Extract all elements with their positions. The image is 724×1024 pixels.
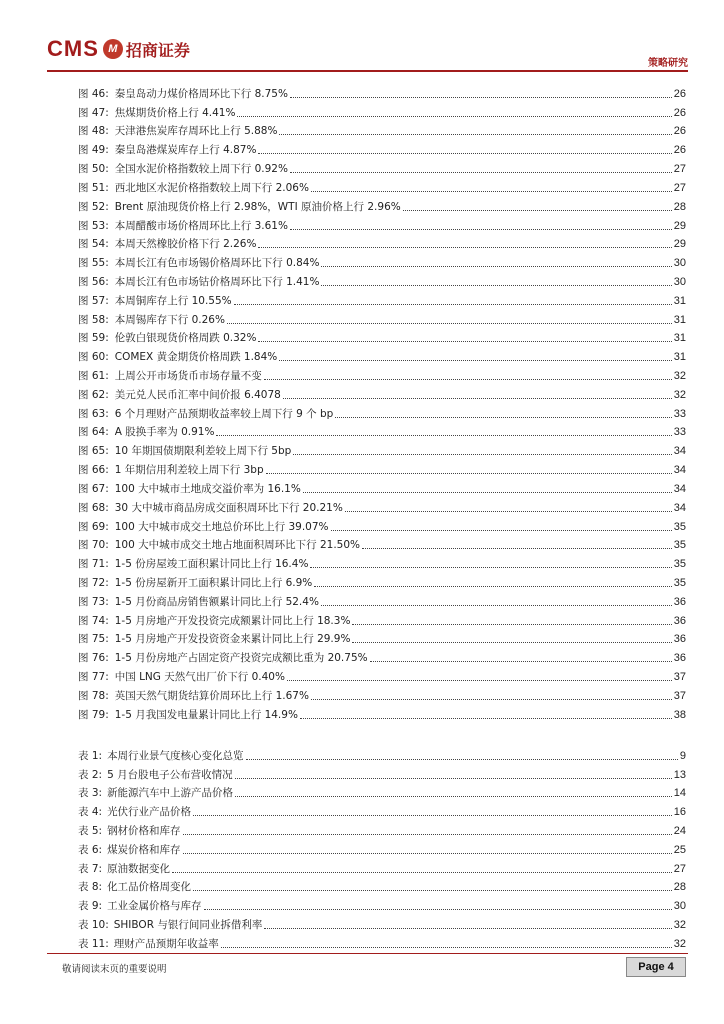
entry-label: 表 6: [78,843,103,856]
entry-title: 本周行业景气度核心变化总览 [107,749,244,762]
entry-label: 图 65: [78,445,109,458]
entry-title: 英国天然气期货结算价周环比上行 1.67% [114,689,309,702]
table-entry[interactable] [78,782,686,801]
entry-page-number: 26 [673,144,686,157]
figure-entry[interactable] [78,364,686,383]
entry-title: 本周醋酸市场价格周环比上行 3.61% [114,219,288,232]
entry-title: 本周锡库存下行 0.26% [114,313,225,326]
entry-label: 图 51: [78,181,109,194]
dot-leader [221,947,672,948]
entry-label: 图 73: [78,595,109,608]
dot-leader [258,247,671,248]
figure-entry[interactable] [78,496,686,515]
entry-label: 图 72: [78,576,109,589]
entry-label: 图 64: [78,426,109,439]
figure-entry[interactable] [78,703,686,722]
dot-leader [266,473,672,474]
entry-page-number: 27 [673,181,686,194]
dot-leader [216,435,671,436]
entry-title: 工业金属价格与库存 [107,900,202,913]
dot-leader [300,718,672,719]
entry-page-number: 36 [673,595,686,608]
entry-title: 1-5 月我国发电量累计同比上行 14.9% [114,708,298,721]
figure-entry[interactable] [78,345,686,364]
entry-title: 焦煤期货价格上行 4.41% [114,106,236,119]
table-index [78,744,686,951]
entry-label: 图 69: [78,520,109,533]
entry-title: 钢材价格和库存 [107,824,181,837]
entry-page-number: 37 [673,689,686,702]
figure-entry[interactable] [78,515,686,534]
figure-entry[interactable] [78,251,686,270]
entry-page-number: 25 [673,843,686,856]
entry-title: 5 月台股电子公布营收情况 [107,768,233,781]
entry-title: 本周天然橡胶价格下行 2.26% [114,238,257,251]
logo-text: CMS [47,36,99,61]
dot-leader [311,699,672,700]
figure-entry[interactable] [78,138,686,157]
entry-label: 表 5: [78,824,103,837]
entry-title: 本周长江有色市场钴价格周环比下行 1.41% [114,275,320,288]
footer-disclaimer: 敬请阅读末页的重要说明 [62,964,167,975]
entry-title: SHIBOR 与银行间同业拆借利率 [113,918,263,931]
dot-leader [303,492,672,493]
figure-entry[interactable] [78,552,686,571]
dot-leader [193,815,672,816]
entry-page-number: 33 [673,407,686,420]
entry-page-number: 26 [673,87,686,100]
dot-leader [335,417,671,418]
entry-page-number: 36 [673,633,686,646]
table-entry[interactable] [78,894,686,913]
entry-page-number: 32 [673,937,686,950]
figure-entry[interactable] [78,327,686,346]
entry-title: 化工品价格周变化 [107,881,192,894]
figure-entry[interactable] [78,157,686,176]
entry-title: 新能源汽车中上游产品价格 [107,787,234,800]
figure-entry[interactable] [78,665,686,684]
page-header [47,36,688,72]
entry-page-number: 27 [673,862,686,875]
entry-label: 表 8: [78,881,103,894]
entry-title: 100 大中城市土地成交溢价率为 16.1% [114,482,301,495]
section-tag: 策略研究 [648,58,688,69]
entry-page-number: 32 [673,388,686,401]
entry-label: 图 62: [78,388,109,401]
dot-leader [204,909,672,910]
dot-leader [235,778,672,779]
entry-page-number: 31 [673,332,686,345]
entry-label: 图 77: [78,671,109,683]
entry-label: 图 74: [78,614,109,627]
entry-page-number: 34 [673,482,686,495]
entry-page-number: 30 [673,275,686,288]
entry-title: 全国水泥价格指数较上周下行 0.92% [114,163,288,176]
entry-label: 图 71: [78,558,109,571]
dot-leader [314,586,672,587]
entry-page-number: 35 [673,558,686,571]
entry-title: 1-5 份房屋新开工面积累计同比上行 6.9% [114,576,313,589]
entry-page-number: 16 [673,806,686,819]
entry-label: 图 76: [78,652,109,665]
company-logo [47,36,190,62]
entry-page-number: 28 [673,200,686,213]
logo-badge-icon: M [103,39,123,59]
figure-entry[interactable] [78,289,686,308]
figure-entry[interactable] [78,195,686,214]
dot-leader [258,341,671,342]
dot-leader [331,530,672,531]
dot-leader [403,210,672,211]
dot-leader [283,398,672,399]
entry-title: 秦皇岛港煤炭库存上行 4.87% [114,144,257,157]
entry-label: 表 10: [78,918,109,931]
table-entry[interactable] [78,744,686,763]
figure-entry[interactable] [78,214,686,233]
entry-label: 图 75: [78,633,109,646]
entry-label: 图 48: [78,125,109,138]
figure-entry[interactable] [78,120,686,139]
dot-leader [264,379,672,380]
figure-entry[interactable] [78,402,686,421]
entry-title: 秦皇岛动力煤价格周环比下行 8.75% [114,87,288,100]
entry-label: 图 57: [78,294,109,307]
dot-leader [321,266,671,267]
entry-page-number: 37 [673,671,686,683]
dot-leader [345,511,672,512]
dot-leader [290,172,672,173]
entry-page-number: 14 [673,787,686,800]
entry-title: 本周长江有色市场锡价格周环比下行 0.84% [114,257,320,270]
table-entry[interactable] [78,913,686,932]
entry-title: 光伏行业产品价格 [107,806,192,819]
entry-page-number: 30 [673,900,686,913]
table-entry[interactable] [78,838,686,857]
dot-leader [193,890,672,891]
entry-page-number: 28 [673,881,686,894]
entry-label: 表 7: [78,862,103,875]
dot-leader [227,323,672,324]
entry-page-number: 29 [673,238,686,251]
entry-title: 美元兑人民币汇率中间价报 6.4078 [114,388,281,401]
entry-page-number: 38 [673,708,686,721]
figure-entry[interactable] [78,308,686,327]
page-number: Page 4 [626,957,686,977]
entry-label: 图 55: [78,257,109,270]
entry-label: 表 2: [78,768,103,781]
entry-label: 表 3: [78,787,103,800]
footer-divider [47,953,688,954]
dot-leader [311,191,672,192]
entry-page-number: 34 [673,464,686,477]
entry-page-number: 36 [673,652,686,665]
entry-page-number: 32 [673,370,686,382]
entry-title: 1-5 月房地产开发投资完成额累计同比上行 18.3% [114,614,351,627]
entry-title: 1-5 月份商品房销售额累计同比上行 52.4% [114,595,319,608]
entry-page-number: 27 [673,163,686,176]
dot-leader [279,134,671,135]
entry-label: 表 11: [78,937,109,950]
entry-page-number: 30 [673,257,686,270]
figure-entry[interactable] [78,439,686,458]
table-entry[interactable] [78,932,686,951]
dot-leader [370,661,672,662]
entry-title: 煤炭价格和库存 [107,843,181,856]
figure-entry[interactable] [78,534,686,553]
table-entry[interactable] [78,876,686,895]
figure-entry[interactable] [78,176,686,195]
entry-page-number: 26 [673,106,686,119]
dot-leader [321,605,672,606]
entry-label: 图 63: [78,407,109,420]
dot-leader [234,304,672,305]
entry-page-number: 9 [679,749,686,762]
entry-title: 伦敦白银现货价格周跌 0.32% [114,332,257,345]
entry-page-number: 34 [673,445,686,458]
dot-leader [287,680,672,681]
entry-page-number: 31 [673,351,686,364]
entry-label: 图 78: [78,689,109,702]
entry-label: 图 79: [78,708,109,721]
entry-page-number: 29 [673,219,686,232]
figure-entry[interactable] [78,646,686,665]
entry-page-number: 32 [673,918,686,931]
entry-title: COMEX 黄金期货价格周跌 1.84% [114,351,278,364]
entry-title: 1 年期信用利差较上周下行 3bp [114,464,264,477]
figure-entry[interactable] [78,270,686,289]
entry-label: 表 4: [78,806,103,819]
dot-leader [237,116,671,117]
entry-label: 图 49: [78,144,109,157]
entry-label: 图 54: [78,238,109,251]
dot-leader [264,928,671,929]
figure-entry[interactable] [78,477,686,496]
dot-leader [258,153,671,154]
logo-chinese-name: 招商证券 [125,40,190,60]
entry-label: 图 59: [78,332,109,345]
figure-entry[interactable] [78,628,686,647]
entry-title: 本周铜库存上行 10.55% [114,294,232,307]
entry-label: 图 58: [78,313,109,326]
entry-label: 图 52: [78,200,109,213]
dot-leader [293,454,671,455]
table-entry[interactable] [78,819,686,838]
entry-label: 图 68: [78,501,109,514]
figure-entry[interactable] [78,609,686,628]
entry-title: 100 大中城市成交土地总价环比上行 39.07% [114,520,329,533]
dot-leader [172,872,672,873]
figure-index [78,82,686,722]
figure-entry[interactable] [78,458,686,477]
entry-label: 图 70: [78,539,109,552]
entry-title: 1-5 份房屋竣工面积累计同比上行 16.4% [114,558,309,571]
table-entry[interactable] [78,857,686,876]
entry-label: 图 67: [78,482,109,495]
entry-page-number: 35 [673,539,686,552]
entry-title: 天津港焦炭库存周环比上行 5.88% [114,125,278,138]
figure-entry[interactable] [78,233,686,252]
entry-title: 1-5 月房地产开发投资资金来累计同比上行 29.9% [114,633,351,646]
entry-label: 图 50: [78,163,109,176]
dot-leader [235,796,672,797]
entry-title: Brent 原油现货价格上行 2.98%，WTI 原油价格上行 2.96% [114,200,401,213]
dot-leader [362,548,672,549]
header-divider [47,70,688,72]
entry-label: 图 47: [78,106,109,119]
figure-entry[interactable] [78,590,686,609]
dot-leader [352,624,671,625]
entry-label: 图 61: [78,370,109,382]
entry-page-number: 36 [673,614,686,627]
dot-leader [352,642,671,643]
entry-page-number: 13 [673,768,686,781]
entry-page-number: 35 [673,520,686,533]
dot-leader [321,285,671,286]
entry-page-number: 31 [673,294,686,307]
entry-title: 6 个月理财产品预期收益率较上周下行 9 个 bp [114,407,334,420]
entry-title: 上周公开市场货币市场存量不变 [114,370,262,382]
entry-label: 图 56: [78,275,109,288]
entry-title: 30 大中城市商品房成交面积周环比下行 20.21% [114,501,343,514]
entry-title: 中国 LNG 天然气出厂价下行 0.40% [114,671,285,683]
table-entry[interactable] [78,763,686,782]
entry-title: 10 年期国债期限利差较上周下行 5bp [114,445,292,458]
entry-label: 图 66: [78,464,109,477]
entry-title: 1-5 月份房地产占固定资产投资完成额比重为 20.75% [114,652,368,665]
entry-page-number: 26 [673,125,686,138]
entry-title: 原油数据变化 [107,862,171,875]
entry-title: 100 大中城市成交土地占地面积周环比下行 21.50% [114,539,361,552]
figure-entry[interactable] [78,684,686,703]
entry-page-number: 34 [673,501,686,514]
entry-title: 理财产品预期年收益率 [113,937,219,950]
entry-page-number: 31 [673,313,686,326]
entry-label: 表 9: [78,900,103,913]
figure-entry[interactable] [78,421,686,440]
dot-leader [310,567,671,568]
entry-title: 西北地区水泥价格指数较上周下行 2.06% [114,181,309,194]
entry-title: A 股换手率为 0.91% [114,426,215,439]
entry-label: 图 53: [78,219,109,232]
dot-leader [183,834,672,835]
entry-page-number: 24 [673,824,686,837]
dot-leader [290,97,672,98]
entry-label: 表 1: [78,749,103,762]
entry-page-number: 35 [673,576,686,589]
dot-leader [290,229,672,230]
figure-entry[interactable] [78,383,686,402]
dot-leader [183,853,672,854]
figure-entry[interactable] [78,82,686,101]
figure-entry[interactable] [78,571,686,590]
dot-leader [246,759,678,760]
entry-label: 图 46: [78,87,109,100]
entry-page-number: 33 [673,426,686,439]
entry-label: 图 60: [78,351,109,364]
table-entry[interactable] [78,800,686,819]
figure-entry[interactable] [78,101,686,120]
dot-leader [279,360,671,361]
